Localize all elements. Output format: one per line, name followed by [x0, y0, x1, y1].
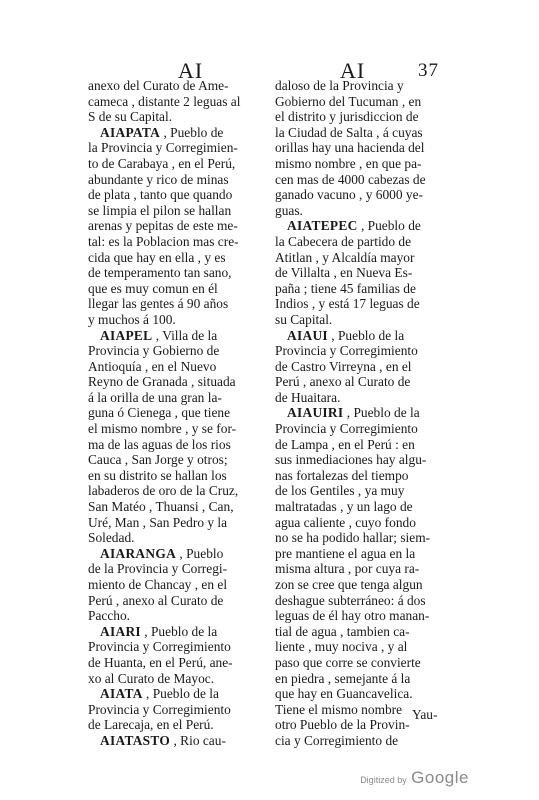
text-line: Perú , anexo al Curato de: [275, 374, 411, 390]
text-line: tial de agua , tambien ca-: [275, 623, 410, 639]
text-line: mismo nombre , en que pa-: [275, 155, 422, 171]
text-line: la Cabecera de partido de: [275, 233, 412, 249]
text-line: paña ; tiene 45 familias de: [275, 280, 416, 296]
text-line: guas.: [275, 202, 303, 218]
text-line: ganado vacuno , y 6000 ye-: [275, 187, 423, 203]
text-line: de Villalta , en Nueva Es-: [275, 265, 413, 281]
text-line: su Capital.: [275, 311, 333, 327]
text-line: orillas hay una hacienda del: [275, 140, 425, 156]
text-line: miento de Chancay , en el: [88, 577, 228, 592]
text-line: la Provincia y Corregimien-: [88, 140, 238, 156]
google-logo: Google: [411, 768, 469, 787]
catchword: Yau-: [412, 707, 438, 722]
text-line: Perú , anexo al Curato de: [88, 592, 224, 608]
text-line: AIARANGA , Pueblo: [100, 545, 224, 561]
text-line: leguas de él hay otro manan-: [275, 608, 430, 624]
right-text-column: [275, 78, 458, 749]
text-line: de la Provincia y Corregi-: [88, 561, 228, 577]
text-line: S de su Capital.: [88, 109, 173, 125]
digitized-label: Digitized by: [360, 775, 407, 785]
text-line: guna ó Cienega , que tiene: [88, 405, 231, 421]
text-line: zon se cree que tenga algun: [275, 577, 423, 592]
text-line: que hay en Guancavelica.: [275, 686, 413, 702]
text-line: la Ciudad de Salta , á cuyas: [275, 124, 423, 140]
text-line: pre mantiene el agua en la: [275, 545, 416, 561]
text-line: cida que hay en ella , y es: [88, 249, 226, 265]
text-line: liente , muy nociva , y al: [275, 639, 408, 655]
text-line: AIAUIRI , Pueblo de la: [287, 405, 420, 421]
text-line: AIATA , Pueblo de la: [100, 686, 219, 702]
text-line: AIATASTO , Rio cau-: [100, 732, 226, 748]
text-line: en su distrito se hallan los: [88, 467, 227, 483]
entry-headword: AIATA: [100, 686, 143, 702]
text-line: y muchos á 100.: [88, 311, 176, 327]
text-line: deshague subterráneo: á dos: [275, 592, 426, 608]
text-line: á la orilla de una gran la-: [88, 389, 222, 405]
text-line: xo al Curato de Mayoc.: [88, 670, 215, 686]
text-line: Provincia y Corregimiento: [275, 421, 418, 437]
running-head-right: AI: [340, 58, 366, 83]
text-line: de Huaitara.: [275, 389, 341, 405]
entry-headword: AIARANGA: [100, 545, 177, 561]
text-line: de Huanta, en el Perú, ane-: [88, 654, 233, 670]
text-line: arenas y pepitas de este me-: [88, 218, 238, 234]
text-line: San Matéo , Thuansi , Can,: [88, 499, 234, 515]
entry-headword: AIAUI: [287, 327, 328, 343]
entry-headword: AIATEPEC: [287, 218, 358, 234]
left-text-column: [88, 78, 270, 749]
entry-headword: AIAUIRI: [287, 405, 344, 421]
text-line: Gobierno del Tucuman , en: [275, 93, 422, 109]
text-line: nas fortalezas del tiempo: [275, 467, 409, 483]
text-line: ma de las aguas de los rios: [88, 436, 231, 452]
text-line: llegar las gentes á 90 años: [88, 296, 229, 312]
text-line: Atitlan , y Alcaldía mayor: [275, 249, 415, 265]
text-line: daloso de la Provincia y: [275, 78, 404, 93]
text-line: labaderos de oro de la Cruz,: [88, 483, 239, 499]
text-line: de Castro Virreyna , en el: [275, 358, 412, 374]
text-line: misma altura , por cuya ra-: [275, 561, 420, 577]
text-line: el mismo nombre , y se for-: [88, 421, 237, 437]
text-line: Paccho.: [88, 608, 131, 624]
text-line: Uré, Man , San Pedro y la: [88, 514, 228, 530]
page-number: 37: [418, 60, 439, 81]
text-line: tal: es la Poblacion mas cre-: [88, 233, 239, 249]
text-line: Reyno de Granada , situada: [88, 374, 236, 390]
text-line: AIAUI , Pueblo de la: [287, 327, 405, 343]
text-line: sus inmediaciones hay algu-: [275, 452, 427, 468]
text-line: Cauca , San Jorge y otros;: [88, 452, 228, 468]
text-line: Provincia y Corregimiento: [88, 639, 231, 655]
text-line: de temperamento tan sano,: [88, 265, 232, 281]
text-line: Tiene el mismo nombre: [275, 701, 403, 717]
text-line: paso que corre se convierte: [275, 654, 421, 670]
text-line: Provincia y Corregimiento: [88, 701, 231, 717]
digitization-watermark: [360, 768, 469, 788]
text-line: agua caliente , cuyo fondo: [275, 514, 416, 530]
text-line: AIAPEL , Villa de la: [100, 327, 218, 343]
text-line: maltratadas , y un lago de: [275, 499, 413, 515]
text-line: Indios , y está 17 leguas de: [275, 296, 420, 312]
text-line: AIATEPEC , Pueblo de: [287, 218, 421, 234]
entry-headword: AIAPATA: [100, 124, 161, 140]
text-line: de los Gentiles , ya muy: [275, 483, 405, 499]
text-line: to de Carabaya , en el Perú,: [88, 155, 236, 171]
text-line: Antioquía , en el Nuevo: [88, 358, 217, 374]
entry-headword: AIARI: [100, 623, 141, 639]
text-line: no se ha podido hallar; siem-: [275, 530, 431, 546]
text-line: se limpia el pilon se hallan: [88, 202, 232, 218]
text-line: AIAPATA , Pueblo de: [100, 124, 224, 140]
text-line: de Lampa , en el Perú : en: [275, 436, 415, 452]
text-line: cia y Corregimiento de: [275, 732, 399, 748]
running-head-left: AI: [178, 58, 204, 83]
text-line: Provincia y Corregimiento: [275, 343, 418, 359]
text-line: abundante y rico de minas: [88, 171, 229, 187]
entry-headword: AIATASTO: [100, 732, 171, 748]
text-line: de plata , tanto que quando: [88, 187, 233, 203]
text-line: el distrito y jurisdiccion de: [275, 109, 419, 125]
text-line: anexo del Curato de Ame-: [88, 78, 229, 93]
text-line: Soledad.: [88, 530, 135, 546]
entry-headword: AIAPEL: [100, 327, 153, 343]
text-line: AIARI , Pueblo de la: [100, 623, 218, 639]
text-line: de Larecaja, en el Perú.: [88, 717, 214, 733]
text-line: otro Pueblo de la Provin-: [275, 717, 410, 733]
text-line: cameca , distante 2 leguas al: [88, 93, 241, 109]
text-line: en piedra , semejante á la: [275, 670, 411, 686]
text-line: Provincia y Gobierno de: [88, 343, 220, 359]
text-line: cen mas de 4000 cabezas de: [275, 171, 426, 187]
text-line: que es muy comun en él: [88, 280, 218, 296]
